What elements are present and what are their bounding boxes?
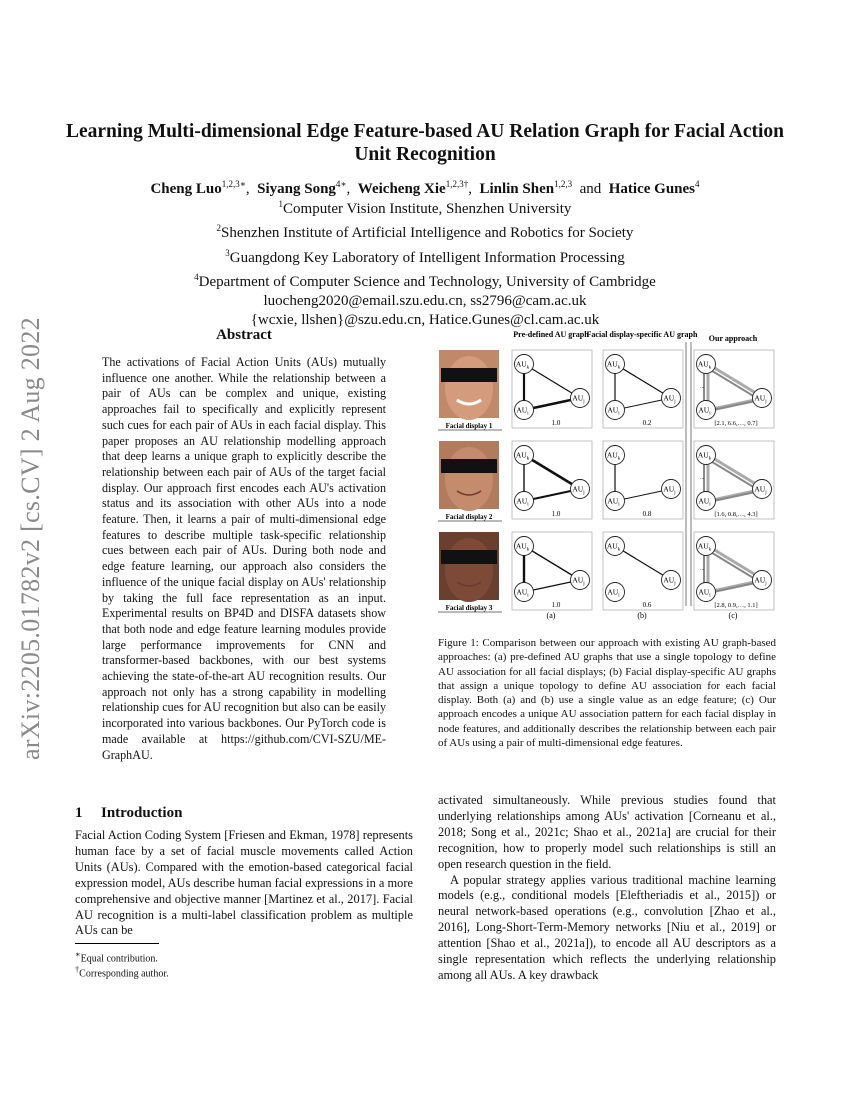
au-node (697, 401, 716, 420)
abstract-heading: Abstract (216, 327, 272, 343)
caption-label: Figure 1: (438, 637, 479, 649)
au-node-label: $AU_j$ (663, 484, 676, 496)
face-photo (439, 532, 499, 602)
affil-text: Shenzhen Institute of Artificial Intelligence and Robotics for Society (221, 225, 634, 242)
au-node-label: $AU_j$ (754, 575, 767, 587)
row-label: Facial display 1 (445, 422, 493, 430)
au-node-label: $AU_i$ (698, 587, 711, 599)
au-node (515, 446, 534, 465)
edge-vector: [2.8, 0.9,…, 1.1] (714, 602, 758, 609)
au-node (697, 492, 716, 511)
author-and: and (579, 181, 602, 197)
au-node-label: $AU_i$ (516, 405, 529, 417)
affil-text: Department of Computer Science and Technology, University of Cambridge (198, 273, 656, 290)
affil-sup: 2 (216, 223, 222, 234)
face-photo (439, 441, 499, 511)
au-node-label: $AU_j$ (572, 575, 585, 587)
au-node-label: $AU_k$ (697, 541, 712, 553)
author-sup: 1,2,3 (554, 179, 573, 189)
au-node-label: $AU_i$ (698, 496, 711, 508)
au-node (697, 537, 716, 556)
edge-vector: [1.6, 0.8,…, 4.3] (714, 511, 758, 518)
intro-heading (75, 805, 182, 822)
col-title: Pre-defined AU graph (513, 330, 589, 339)
col-letter: (b) (637, 611, 647, 620)
author-sup: 4 (695, 179, 700, 189)
affil-sup: 3 (225, 247, 230, 258)
paper-title: Learning Multi-dimensional Edge Feature-based AU Relation Graph for Facial Action Unit Recognition (65, 121, 785, 165)
au-node (753, 480, 772, 499)
author-name: Cheng Luo (150, 181, 222, 197)
affiliation (60, 268, 790, 292)
eye-mask (441, 368, 497, 382)
footnote (75, 963, 169, 980)
author-name: Hatice Gunes (608, 181, 696, 197)
au-node-label: $AU_j$ (754, 393, 767, 405)
au-node-label: $AU_i$ (516, 587, 529, 599)
au-node-label: $AU_j$ (663, 393, 676, 405)
col-title: Our approach (708, 334, 758, 343)
edge-value: 0.6 (642, 601, 652, 609)
au-node-label: $AU_k$ (515, 359, 530, 371)
paragraph: activated simultaneously. While previous studies found that underlying relationships among AUs' activation [Corneanu et al., 2018; Song et al., 2021c; Shao et al., 2021a] are crucial for their recognition, how to properly model such relationships is still an open research question in the field. (438, 793, 776, 871)
au-node-label: $AU_k$ (515, 541, 530, 553)
face-photo (439, 350, 499, 420)
ellipsis: ... (700, 566, 705, 572)
au-node (606, 355, 625, 374)
au-node (515, 355, 534, 374)
au-node-label: $AU_j$ (754, 484, 767, 496)
au-node-label: $AU_j$ (663, 575, 676, 587)
au-node-label: $AU_i$ (698, 405, 711, 417)
au-node-label: $AU_i$ (516, 496, 529, 508)
col-title: Facial display-specific AU graph (586, 330, 698, 339)
section-number: 1 (75, 805, 83, 821)
affil-sup: 1 (278, 199, 284, 209)
author-name: Siyang Song (257, 181, 336, 197)
caption-text: Comparison between our approach with existing AU graph-based approaches: (a) pre-defined AU graphs that use a single topology to define AU association for all facial displays; (b) Facial display-specific AU graphs that assign a unique topology to define AU association for each facial display. Both (a) and (b) use a single value as an edge feature; (c) Our approach encodes a unique AU association pattern for each facial display in node features, and additionally describes the relationship between each pair of AUs using a pair of multi-dimensional edge features. (438, 637, 776, 750)
affiliation (60, 195, 790, 219)
edge-vector: [2.1, 6.6,…, 0.7] (714, 420, 758, 427)
eye-mask (441, 550, 497, 564)
figure-caption (438, 636, 776, 750)
au-node (515, 492, 534, 511)
intro-text-left: Facial Action Coding System [Friesen and Ekman, 1978] represents human face by a set of facial muscle movements called Action Units (AUs). Compared with the emotion-based categorical facial expression model, AUs describe human facial expressions in a more comprehensive and objective manner [Martinez et al., 2017]. Facial AU recognition is a multi-label classification problem as multiple AUs can be (75, 828, 413, 938)
affil-text: Guangdong Key Laboratory of Intelligent Information Processing (229, 249, 625, 266)
email-line[interactable]: {wcxie, llshen}@szu.edu.cn, Hatice.Gunes@cl.cam.ac.uk (250, 312, 600, 329)
footnote-mark: ∗ (75, 950, 81, 959)
au-node (515, 401, 534, 420)
edge-value: 0.8 (642, 510, 652, 518)
edge-value: 1.0 (551, 601, 561, 609)
row-label: Facial display 3 (445, 604, 493, 612)
au-node-label: $AU_k$ (606, 450, 621, 462)
edge-value: 1.0 (551, 419, 561, 427)
arxiv-stamp: arXiv:2205.01782v2 [cs.CV] 2 Aug 2022 (16, 317, 45, 760)
au-node-label: $AU_i$ (607, 496, 620, 508)
au-node (606, 583, 625, 602)
au-node-label: $AU_i$ (607, 587, 620, 599)
au-node (697, 355, 716, 374)
au-node-label: $AU_k$ (606, 541, 621, 553)
affil-text: Computer Vision Institute, Shenzhen University (283, 201, 572, 217)
paragraph: A popular strategy applies various traditional machine learning models (e.g., conditional models [Eleftheriadis et al., 2015]) or neural network-based operations (e.g., convolution [Zhao et al., 2016], Long-Short-Term-Memory networks [Niu et al., 2019] or attention [Shao et al., 2021a]), to encode all AU descriptors as a single representation which reflects the underlying relationship among all AUs. A key drawback (438, 872, 776, 982)
author-sep: , (468, 181, 472, 197)
au-node (662, 389, 681, 408)
au-node (753, 571, 772, 590)
footnote-text: Corresponding author. (79, 968, 169, 980)
author-sep: , (245, 181, 250, 197)
row-label: Facial display 2 (445, 513, 493, 521)
au-node-label: $AU_k$ (515, 450, 530, 462)
email-line[interactable]: luocheng2020@email.szu.edu.cn, ss2796@cam.ac.uk (263, 293, 587, 310)
au-node-label: $AU_k$ (697, 359, 712, 371)
au-node (697, 446, 716, 465)
footnote-text: Equal contribution. (80, 953, 158, 965)
au-node (697, 583, 716, 602)
au-node (753, 389, 772, 408)
section-title: Introduction (101, 805, 183, 821)
author-sup: 1,2,3∗ (221, 179, 246, 189)
col-letter: (c) (728, 611, 738, 620)
au-node (662, 571, 681, 590)
affiliation (60, 219, 790, 243)
affiliations (60, 195, 790, 331)
au-node (571, 571, 590, 590)
au-node (515, 537, 534, 556)
col-letter: (a) (546, 611, 556, 620)
au-node (571, 389, 590, 408)
eye-mask (441, 459, 497, 473)
au-node (662, 480, 681, 499)
author-sup: 4∗ (335, 179, 347, 189)
intro-text-right (438, 793, 776, 984)
au-node (571, 480, 590, 499)
edge-value: 1.0 (551, 510, 561, 518)
au-node (606, 401, 625, 420)
au-node (606, 446, 625, 465)
abstract-text: The activations of Facial Action Units (AUs) mutually influence one another. While the relationship between a pair of AUs can be complex and unique, existing approaches fail to specifically and explicitly represent such cues for each pair of AUs in each facial display. This paper proposes an AU relationship modelling approach that deep learns a unique graph to explicitly describe the relationship between each pair of AUs of the target facial display. Our approach first encodes each AU's activation status and its association with other AUs into a node feature. Then, it learns a pair of multi-dimensional edge features to describe multiple task-specific relationship cues between each pair of AUs. During both node and edge feature learning, our approach also considers the influence of the unique facial display on AUs' relationship by taking the full face representation as an input. Experimental results on BP4D and DISFA datasets show that both node and edge feature learning modules provide large performance improvements for CNN and transformer-based backbones, with our best systems achieving the state-of-the-art AU recognition results. Our approach not only has a strong capability in modelling relationship cues for AU recognition but also can be easily incorporated into various backbones. Our PyTorch code is made available at https://github.com/CVI-SZU/ME-GraphAU. (102, 355, 386, 762)
au-node-label: $AU_k$ (697, 450, 712, 462)
affil-sup: 4 (194, 271, 199, 282)
author-sup: 1,2,3† (445, 179, 469, 189)
au-node-label: $AU_k$ (606, 359, 621, 371)
au-node-label: $AU_i$ (607, 405, 620, 417)
author-sep: , (346, 181, 351, 197)
footnote-mark: † (75, 965, 80, 974)
au-node-label: $AU_j$ (572, 393, 585, 405)
edge-value: 0.2 (642, 419, 652, 427)
author-name: Linlin Shen (479, 181, 555, 197)
ellipsis: ... (700, 475, 705, 481)
figure-1 (432, 328, 784, 620)
footnote-rule (75, 943, 159, 944)
affiliation (60, 244, 790, 268)
au-node (606, 537, 625, 556)
au-node-label: $AU_j$ (572, 484, 585, 496)
au-node (515, 583, 534, 602)
author-name: Weicheng Xie (357, 181, 446, 197)
au-node (606, 492, 625, 511)
ellipsis: ... (700, 384, 705, 390)
